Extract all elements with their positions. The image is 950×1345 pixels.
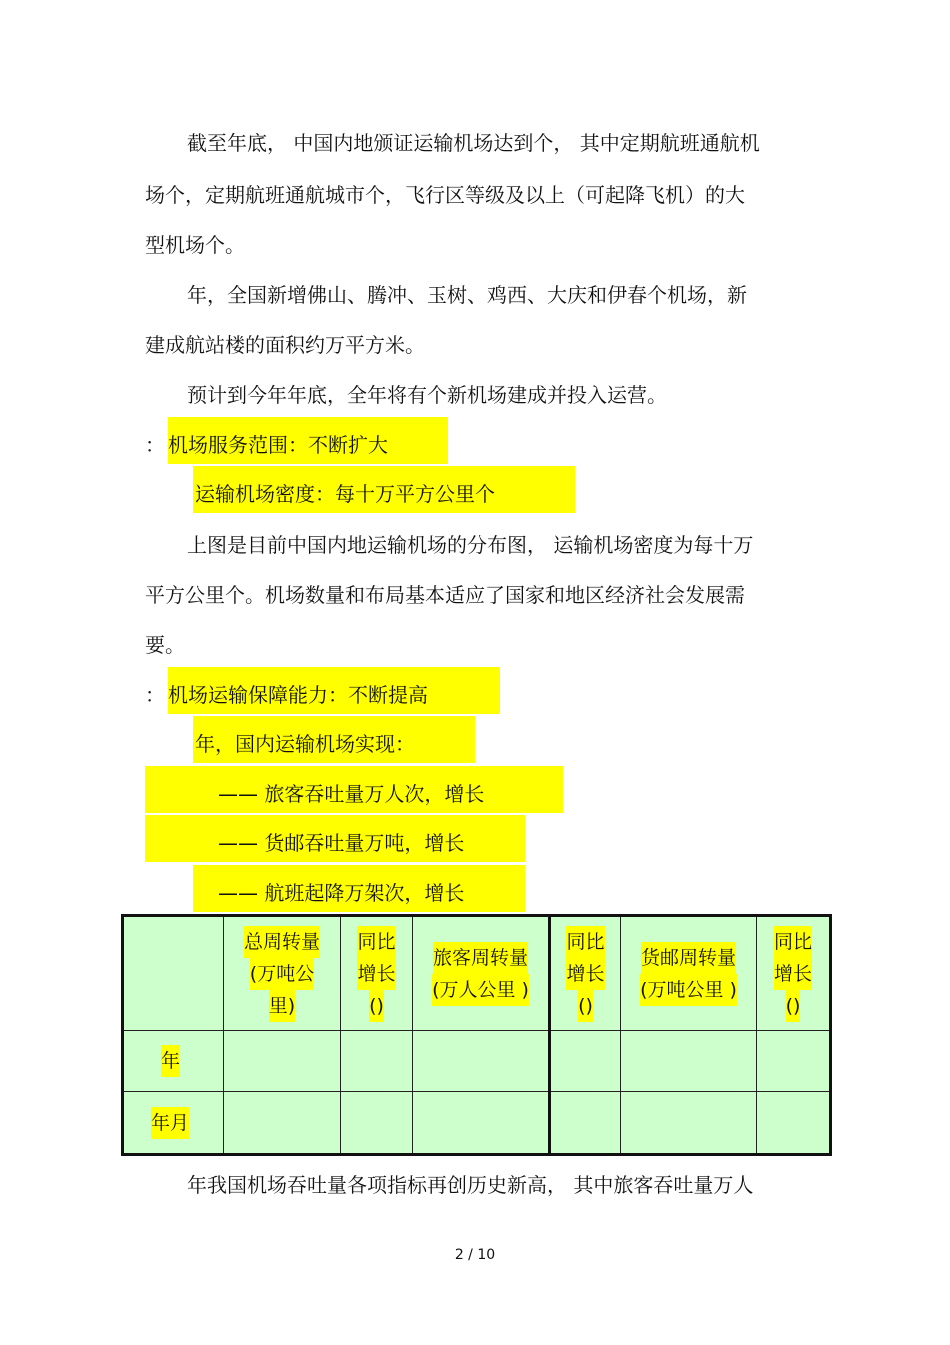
table-cell <box>224 1031 341 1092</box>
paragraph-line: 上图是目前中国内地运输机场的分布图， 运输机场密度为每十万 <box>187 533 754 557</box>
section-title: 机场服务范围：不断扩大 <box>168 417 448 464</box>
header-line: () <box>578 990 593 1022</box>
table-cell <box>341 1092 413 1155</box>
section-prefix: ： <box>145 683 165 707</box>
row-label: 年月 <box>151 1107 189 1139</box>
table-cell <box>341 1031 413 1092</box>
header-line: (万人公里 ) <box>432 974 529 1006</box>
paragraph-line: 建成航站楼的面积约万平方米。 <box>145 333 425 357</box>
bullet-item: —— 货邮吞吐量万吨，增长 <box>145 815 525 862</box>
section-subtitle: 年，国内运输机场实现： <box>193 716 475 763</box>
section-subtitle: 运输机场密度：每十万平方公里个 <box>193 466 575 513</box>
paragraph-line: 年，全国新增佛山、腾冲、玉树、鸡西、大庆和伊春个机场，新 <box>187 283 747 307</box>
table-corner-cell <box>123 916 224 1031</box>
header-line: 增长 <box>774 958 812 990</box>
header-line: (万吨公里 ) <box>640 974 737 1006</box>
table-header-cell <box>224 916 341 1031</box>
bullet-item: —— 旅客吞吐量万人次，增长 <box>145 766 563 813</box>
table-cell <box>413 1092 550 1155</box>
header-line: 同比 <box>357 926 395 958</box>
header-line: (万吨公 <box>250 958 314 990</box>
header-line: 旅客周转量 <box>433 942 528 974</box>
row-label-cell <box>123 1031 224 1092</box>
header-line: 总周转量 <box>244 926 320 958</box>
paragraph-line: 年我国机场吞吐量各项指标再创历史新高， 其中旅客吞吐量万人 <box>187 1173 754 1197</box>
row-label-cell <box>123 1092 224 1155</box>
table-cell <box>621 1092 757 1155</box>
table-row <box>123 1031 831 1092</box>
header-line: 同比 <box>566 926 604 958</box>
paragraph-line: 预计到今年年底，全年将有个新机场建成并投入运营。 <box>187 383 667 407</box>
table-cell <box>757 1031 831 1092</box>
table-row <box>123 1092 831 1155</box>
paragraph-line: 截至年底， 中国内地颁证运输机场达到个， 其中定期航班通航机 <box>187 131 760 155</box>
paragraph-line: 型机场个。 <box>145 233 245 257</box>
header-line: 增长 <box>566 958 604 990</box>
header-line: 里) <box>269 990 295 1022</box>
section-title: 机场运输保障能力：不断提高 <box>168 667 500 714</box>
page-number: 2 / 10 <box>454 1247 496 1263</box>
paragraph-line: 场个，定期航班通航城市个，飞行区等级及以上（可起降飞机）的大 <box>145 183 745 207</box>
table-cell <box>224 1092 341 1155</box>
table-cell <box>621 1031 757 1092</box>
header-line: () <box>786 990 801 1022</box>
header-line: () <box>369 990 384 1022</box>
table-header-cell <box>341 916 413 1031</box>
header-line: 货邮周转量 <box>641 942 736 974</box>
table-header-cell <box>621 916 757 1031</box>
table-cell <box>757 1092 831 1155</box>
turnover-table <box>121 914 832 1156</box>
section-prefix: ： <box>145 433 165 457</box>
table-header-row <box>123 916 831 1031</box>
table-header-cell <box>413 916 550 1031</box>
header-line: 增长 <box>357 958 395 990</box>
paragraph-line: 平方公里个。机场数量和布局基本适应了国家和地区经济社会发展需 <box>145 583 745 607</box>
table-header-cell <box>757 916 831 1031</box>
table-header-cell <box>550 916 621 1031</box>
paragraph-line: 要。 <box>145 633 185 657</box>
header-line: 同比 <box>774 926 812 958</box>
table-cell <box>550 1031 621 1092</box>
row-label: 年 <box>161 1045 180 1077</box>
table-cell <box>550 1092 621 1155</box>
bullet-item: —— 航班起降万架次，增长 <box>193 865 525 912</box>
table-cell <box>413 1031 550 1092</box>
